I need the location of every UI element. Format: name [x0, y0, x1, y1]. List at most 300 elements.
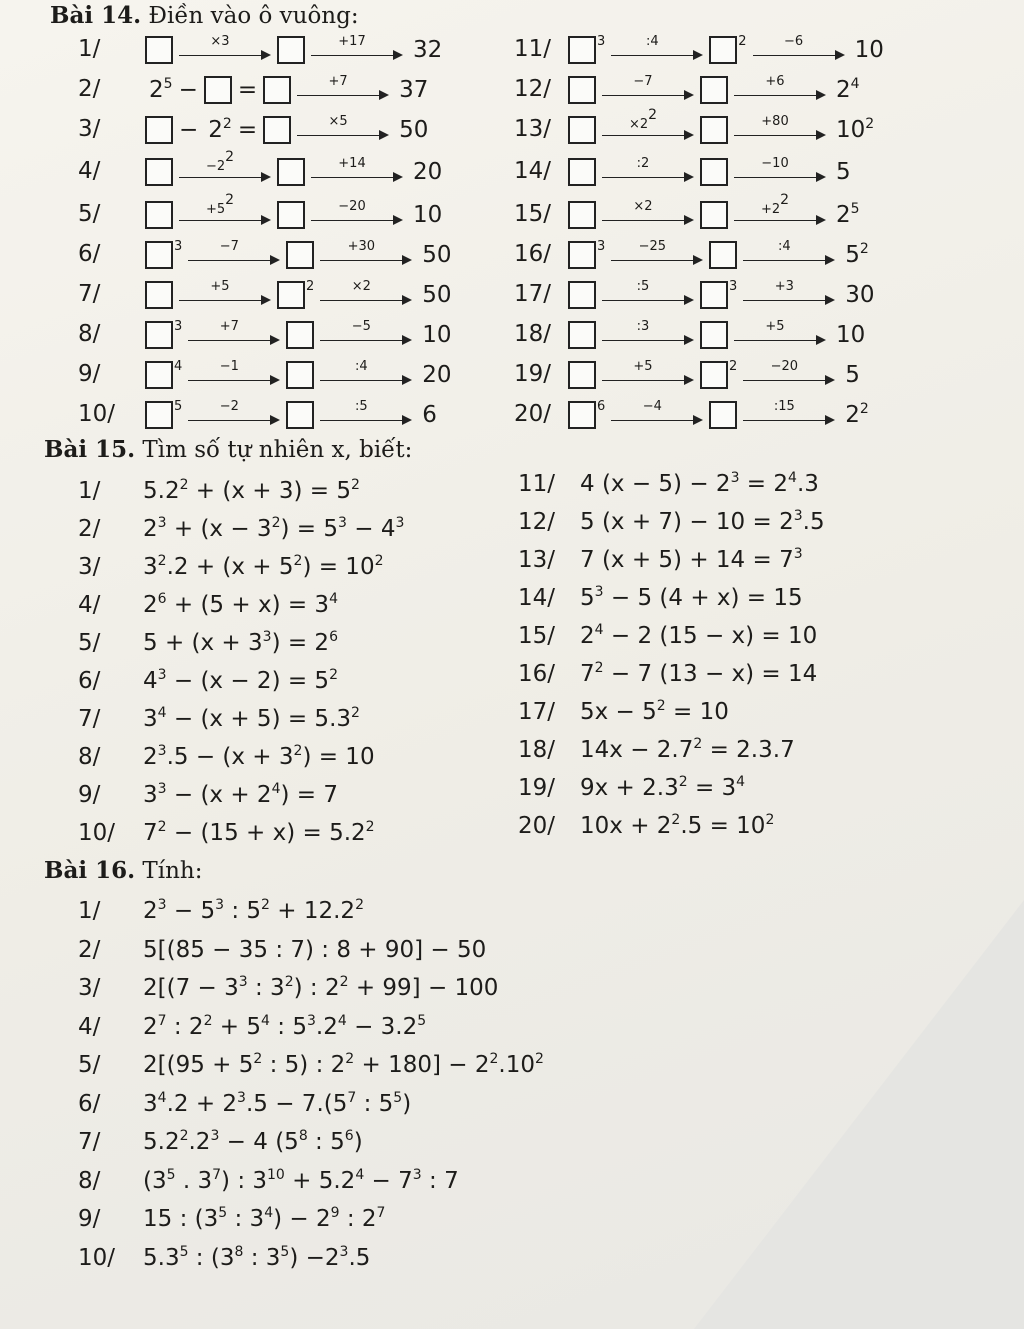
arrow-head	[270, 255, 280, 265]
bai16-title: Tính:	[142, 858, 203, 884]
arrow-shaft	[188, 380, 272, 381]
arrow-shaft	[611, 420, 695, 421]
box-exponent: 4	[174, 359, 183, 374]
chain-expression	[568, 107, 875, 150]
arrow-shaft	[602, 300, 686, 301]
exponent: 4	[850, 76, 860, 92]
item-number: 17/	[514, 281, 552, 307]
exponent: 2	[284, 974, 294, 990]
expression: $5.3^5$ : ($3^8$ : $3^5) -2^3.5$	[143, 1243, 371, 1271]
answer-box	[145, 201, 173, 229]
arrow-icon	[602, 156, 694, 183]
exponent: 7	[157, 1012, 167, 1029]
arrow-operation: ×2	[351, 279, 371, 294]
arrow-icon	[602, 359, 694, 386]
arrow-head	[693, 415, 703, 425]
arrow-icon	[734, 114, 826, 141]
exponent: 3	[157, 781, 167, 797]
arrow-shaft	[743, 300, 827, 301]
exponent: 2	[329, 667, 338, 683]
arrow-icon	[602, 74, 694, 101]
arrow-head	[270, 415, 280, 425]
arrow-operation: $\times 2^2$	[628, 107, 658, 132]
exponent: 3	[157, 743, 167, 759]
bai15-number: Bài 15.	[44, 436, 136, 463]
arrow-operation: +17	[338, 34, 366, 49]
equation: $10x + 2^2.5 = 10^2$	[580, 812, 775, 839]
arrow-head	[261, 50, 271, 60]
item-number: 5/	[78, 1052, 101, 1078]
chain-value: 5	[836, 159, 851, 185]
equation: $3^4 - (x + 5) = 5.3^2$	[143, 705, 360, 732]
arrow-head	[402, 375, 412, 385]
arrow-icon	[743, 399, 835, 426]
arrow-head	[270, 375, 280, 385]
arrow-operation: :15	[773, 399, 795, 414]
arrow-head	[693, 50, 703, 60]
exponent: 2	[859, 401, 869, 417]
answer-box	[568, 201, 596, 229]
chain-expression	[145, 149, 443, 192]
arrow-operation: :5	[636, 279, 650, 294]
expression: $2^7$ : $2^2 + 5^4$ : $5^3.2^4 - 3.2^5$	[143, 1012, 427, 1040]
exponent: 2	[671, 812, 681, 828]
exponent: 2	[271, 515, 281, 531]
equation: 5 $(x + 7) - 10 = 2^3.5$	[580, 508, 825, 535]
operator: =	[237, 117, 258, 143]
bai14-number: Bài 14.	[50, 2, 142, 29]
arrow-operation: +6	[765, 74, 785, 89]
exponent: 4	[271, 781, 281, 797]
expression: ($3^5$ . $3^7$) : $3^{10} + 5.2^4 - 7^3$ : 7	[143, 1166, 459, 1194]
exponent: 5	[850, 201, 860, 217]
arrow-operation: −10	[761, 156, 789, 171]
arrow-shaft	[320, 420, 404, 421]
exponent: 2	[345, 1051, 355, 1067]
answer-box	[700, 116, 728, 144]
item-number: 16/	[518, 661, 556, 687]
item-number: 3/	[78, 554, 101, 580]
arrow-icon	[602, 199, 694, 226]
arrow-icon	[179, 192, 271, 226]
chain-expression	[568, 355, 860, 395]
arrow-operation: −4	[642, 399, 662, 414]
arrow-shaft	[311, 177, 395, 178]
arrow-head	[684, 295, 694, 305]
arrow-icon	[188, 319, 280, 346]
arrow-operation: +14	[338, 156, 366, 171]
box-exponent: 2	[306, 279, 315, 294]
exponent: 2	[293, 743, 303, 759]
exponent: 2	[859, 241, 869, 257]
chain-expression	[568, 395, 869, 435]
exponent: 2	[351, 705, 360, 721]
exponent: 2	[203, 1012, 213, 1029]
arrow-icon	[320, 399, 412, 426]
exponent: 2	[179, 477, 189, 493]
answer-box	[709, 401, 737, 429]
arrow-head	[402, 255, 412, 265]
exponent: 5	[417, 1012, 427, 1029]
arrow-operation: +7	[219, 319, 239, 334]
arrow-shaft	[179, 177, 263, 178]
arrow-shaft	[179, 220, 263, 221]
answer-box	[145, 321, 173, 349]
chain-expression	[568, 235, 869, 275]
answer-box	[700, 281, 728, 309]
arrow-head	[816, 335, 826, 345]
arrow-operation: :5	[354, 399, 368, 414]
arrow-shaft	[188, 260, 272, 261]
arrow-shaft	[320, 380, 404, 381]
arrow-icon	[734, 192, 826, 226]
chain-expression	[568, 70, 860, 110]
chain-value: 10	[422, 322, 452, 348]
answer-box	[286, 321, 314, 349]
item-number: 10/	[78, 1244, 116, 1271]
arrow-icon	[611, 239, 703, 266]
arrow-head	[379, 90, 389, 100]
exponent: 5	[280, 1243, 290, 1260]
chain-expression	[145, 192, 443, 235]
arrow-shaft	[734, 340, 818, 341]
arrow-head	[684, 130, 694, 140]
chain-expression	[145, 275, 452, 315]
exponent: 2	[365, 819, 375, 835]
equation: $14x - 2.7^2 = 2.3.7$	[580, 736, 795, 763]
arrow-head	[261, 172, 271, 182]
chain-value: 10	[854, 37, 884, 63]
arrow-operation: $+5^2$	[205, 192, 235, 217]
chain-value: $2^5$	[836, 201, 860, 228]
arrow-shaft	[734, 135, 818, 136]
arrow-icon	[753, 34, 845, 61]
answer-box	[277, 158, 305, 186]
arrow-operation: :4	[645, 34, 659, 49]
equation: $9x + 2.3^2 = 3^4$	[580, 774, 746, 801]
exponent: 3	[730, 470, 740, 486]
operator: =	[237, 77, 258, 103]
arrow-head	[816, 90, 826, 100]
operator: −	[179, 117, 199, 143]
arrow-operation: ×3	[210, 34, 230, 49]
arrow-operation: :3	[636, 319, 650, 334]
item-number: 1/	[78, 478, 101, 504]
arrow-icon	[320, 239, 412, 266]
exponent: 3	[793, 508, 803, 524]
item-number: 7/	[78, 706, 101, 732]
arrow-icon	[320, 279, 412, 306]
arrow-shaft	[602, 95, 686, 96]
chain-value: 20	[413, 159, 443, 185]
arrow-icon	[602, 107, 694, 141]
arrow-head	[261, 295, 271, 305]
exponent: 3	[339, 1243, 349, 1260]
answer-box	[263, 76, 291, 104]
chain-value: 37	[399, 77, 429, 103]
arrow-icon	[602, 319, 694, 346]
exponent: 2	[780, 192, 790, 208]
item-number: 18/	[518, 737, 556, 763]
arrow-icon	[743, 279, 835, 306]
exponent: 3	[157, 897, 167, 913]
arrow-head	[270, 335, 280, 345]
item-number: 16/	[514, 241, 552, 267]
arrow-shaft	[734, 220, 818, 221]
equation: $4^3 - (x - 2) = 5^2$	[143, 667, 338, 694]
equation: $3^2.2 + (x + 5^2) = 10^2$	[143, 553, 384, 580]
exponent: 2	[865, 116, 875, 132]
item-number: 2/	[78, 516, 101, 542]
arrow-operation: −7	[219, 239, 239, 254]
chain-value: 5	[845, 362, 860, 388]
answer-box	[286, 401, 314, 429]
exponent: 6	[329, 629, 338, 645]
arrow-operation: $-2^2$	[205, 149, 235, 174]
chain-expression	[145, 110, 428, 150]
bai16-number: Bài 16.	[44, 857, 136, 884]
answer-box	[286, 361, 314, 389]
exponent: 3	[338, 515, 347, 531]
exponent: 4	[594, 622, 604, 638]
arrow-head	[816, 215, 826, 225]
answer-box	[709, 241, 737, 269]
item-number: 19/	[514, 361, 552, 387]
item-number: 15/	[518, 623, 556, 649]
item-number: 7/	[78, 1129, 101, 1155]
arrow-icon	[179, 279, 271, 306]
item-number: 6/	[78, 241, 101, 267]
exponent: 5	[393, 1089, 403, 1106]
exponent: 3	[306, 1012, 316, 1029]
arrow-head	[402, 335, 412, 345]
item-number: 20/	[518, 813, 556, 839]
exponent: 3	[237, 1089, 246, 1106]
box-exponent: 3	[174, 319, 183, 334]
exponent: 2	[656, 698, 666, 714]
equation: $5.2^2 + (x + 3) = 5^2$	[143, 477, 360, 504]
exponent: 2	[222, 116, 232, 132]
item-number: 10/	[78, 820, 116, 846]
exponent: 4	[337, 1012, 347, 1029]
arrow-head	[393, 215, 403, 225]
arrow-icon	[311, 34, 403, 61]
arrow-operation: +5	[633, 359, 653, 374]
equation: $5x - 5^2 = 10$	[580, 698, 729, 725]
expression: $5.2^2.2^3 - 4$ ($5^8$ : $5^6$)	[143, 1128, 363, 1155]
chain-value: 32	[413, 37, 443, 63]
chain-expression	[568, 30, 884, 70]
arrow-operation: −5	[351, 319, 371, 334]
chain-value: 50	[422, 242, 452, 268]
exponent: 5	[218, 1205, 228, 1221]
item-number: 11/	[514, 36, 552, 62]
answer-box	[145, 158, 173, 186]
chain-expression	[145, 355, 452, 395]
exponent: 2	[374, 553, 384, 569]
box-exponent: 2	[738, 34, 747, 49]
exponent: 10	[267, 1166, 285, 1183]
expression: 15 : ($3^5$ : $3^4) - 2^9$ : $2^7$	[143, 1205, 386, 1232]
expression: $2[(7 - 3^3$ : $3^2$) : $2^2 + 99] - 100$	[143, 974, 499, 1001]
item-number: 13/	[514, 116, 552, 142]
item-number: 4/	[78, 592, 101, 618]
box-exponent: 5	[174, 399, 183, 414]
arrow-head	[684, 375, 694, 385]
box-exponent: 3	[174, 239, 183, 254]
answer-box	[145, 281, 173, 309]
exponent: 4	[157, 1089, 167, 1106]
exponent: 2	[179, 1128, 189, 1144]
exponent: 2	[225, 192, 235, 208]
expression: 5[(85 − 35 : 7) : 8 + 90] − 50	[143, 936, 487, 963]
box-exponent: 3	[597, 34, 606, 49]
exponent: 3	[157, 667, 167, 683]
arrow-shaft	[602, 220, 686, 221]
answer-box	[263, 116, 291, 144]
exponent: 2	[225, 149, 235, 165]
arrow-shaft	[320, 260, 404, 261]
exponent: 2	[489, 1051, 499, 1067]
expression: $2[(95 + 5^2$ : 5) : $2^2 + 180] - 2^2.10^2$	[143, 1051, 544, 1078]
chain-expression	[568, 192, 860, 235]
arrow-operation: :4	[777, 239, 791, 254]
exponent: 2	[765, 812, 775, 828]
answer-box	[145, 241, 173, 269]
exponent: 7	[347, 1089, 357, 1106]
arrow-icon	[734, 74, 826, 101]
arrow-icon	[188, 239, 280, 266]
arrow-operation: −2	[219, 399, 239, 414]
arrow-operation: +7	[328, 74, 348, 89]
item-number: 2/	[78, 76, 101, 102]
equation: 4 $(x - 5) - 2^3 = 2^4.3$	[580, 470, 819, 497]
expression: $3^4.2 + 2^3.5 - 7.(5^7$ : $5^5$)	[143, 1089, 412, 1117]
equation: $2^4 - 2$ (15 − x) = 10	[580, 622, 818, 649]
item-number: 1/	[78, 898, 101, 924]
equation: $2^3 + (x - 3^2) = 5^3 - 4^3$	[143, 515, 405, 542]
arrow-shaft	[311, 55, 395, 56]
chain-value: 20	[422, 362, 452, 388]
item-number: 13/	[518, 547, 556, 573]
exponent: 5	[163, 76, 173, 92]
arrow-shaft	[602, 177, 686, 178]
answer-box	[568, 321, 596, 349]
answer-box	[568, 401, 596, 429]
exponent: 2	[678, 774, 688, 790]
chain-value: 10	[413, 202, 443, 228]
answer-box	[568, 36, 596, 64]
chain-expression	[568, 315, 865, 355]
arrow-head	[379, 130, 389, 140]
page-fold-shadow	[694, 900, 1024, 1329]
arrow-shaft	[611, 55, 695, 56]
item-number: 9/	[78, 361, 101, 387]
equation: 7 $(x + 5) + 14 = 7^3$	[580, 546, 803, 573]
arrow-operation: −20	[770, 359, 798, 374]
exponent: 4	[355, 1166, 365, 1183]
arrow-shaft	[753, 55, 837, 56]
item-number: 8/	[78, 1167, 101, 1194]
exponent: 3	[793, 546, 803, 562]
arrow-icon	[611, 34, 703, 61]
arrow-head	[825, 375, 835, 385]
item-number: 6/	[78, 1090, 101, 1117]
answer-box	[286, 241, 314, 269]
exponent: 2	[293, 553, 303, 569]
arrow-icon	[311, 156, 403, 183]
exponent: 2	[157, 819, 167, 835]
item-number: 2/	[78, 936, 101, 963]
bai16-heading	[44, 857, 203, 884]
arrow-head	[402, 295, 412, 305]
arrow-operation: $+2^2$	[760, 192, 790, 217]
arrow-operation: +5	[765, 319, 785, 334]
chain-expression	[145, 70, 428, 110]
answer-box	[204, 76, 232, 104]
exponent: 2	[261, 897, 270, 913]
exponent: 2	[648, 107, 658, 123]
equation: $5 + (x + 3^3) = 2^6$	[143, 629, 338, 656]
arrow-shaft	[611, 260, 695, 261]
answer-box	[145, 36, 173, 64]
exponent: 5	[166, 1166, 176, 1183]
exponent: 2	[693, 736, 703, 752]
chain-expression	[145, 315, 452, 355]
answer-box	[145, 401, 173, 429]
arrow-head	[693, 255, 703, 265]
item-number: 14/	[514, 158, 552, 184]
equation: $2^6 + (5 + x) = 3^4$	[143, 591, 338, 618]
item-number: 8/	[78, 321, 101, 347]
item-number: 5/	[78, 201, 101, 227]
answer-box	[277, 281, 305, 309]
arrow-head	[835, 50, 845, 60]
arrow-head	[825, 295, 835, 305]
item-number: 19/	[518, 775, 556, 801]
exponent: 3	[262, 629, 272, 645]
exponent: 8	[298, 1128, 308, 1144]
arrow-head	[816, 130, 826, 140]
expression: $2^3 - 5^3$ : $5^2 + 12.2^2$	[143, 897, 364, 924]
chain-value: $5^2$	[845, 241, 869, 268]
arrow-shaft	[743, 260, 827, 261]
exponent: 2	[157, 553, 167, 569]
answer-box	[700, 201, 728, 229]
arrow-shaft	[602, 380, 686, 381]
chain-value: 6	[422, 402, 437, 428]
arrow-shaft	[179, 300, 263, 301]
item-number: 15/	[514, 201, 552, 227]
arrow-head	[816, 172, 826, 182]
chain-expression	[568, 275, 875, 315]
arrow-shaft	[188, 340, 272, 341]
arrow-operation: −7	[633, 74, 653, 89]
chain-value: 30	[845, 282, 875, 308]
arrow-shaft	[297, 135, 381, 136]
answer-box	[568, 361, 596, 389]
exponent: 7	[376, 1205, 386, 1221]
equation: $7^2 - (15 + x) = 5.2^2$	[143, 819, 375, 846]
arrow-operation: ×2	[633, 199, 653, 214]
exponent: 4	[264, 1205, 274, 1221]
arrow-operation: −6	[783, 34, 804, 49]
arrow-shaft	[297, 95, 381, 96]
chain-value: 10	[836, 322, 866, 348]
arrow-icon	[734, 319, 826, 346]
exponent: 3	[210, 1128, 220, 1144]
exponent: 2	[535, 1051, 544, 1067]
